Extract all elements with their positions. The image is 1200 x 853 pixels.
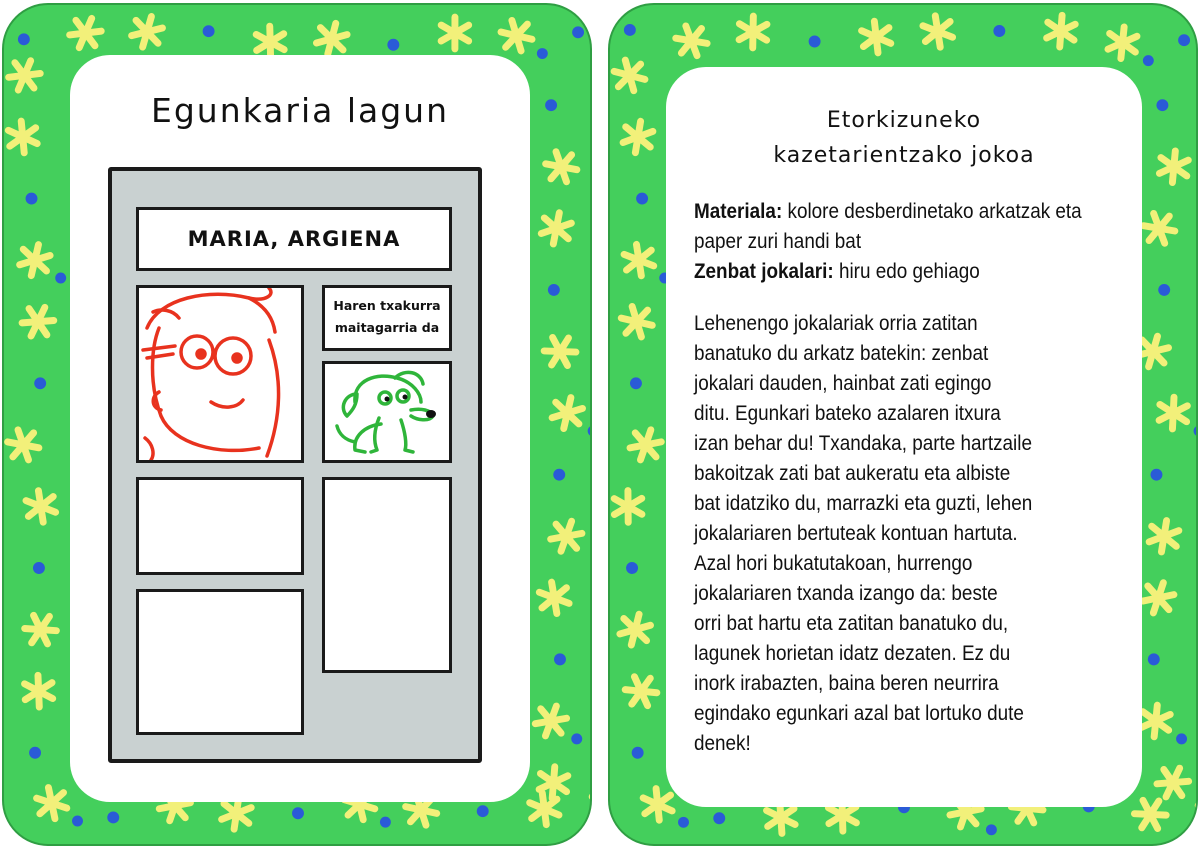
blue-dot <box>26 193 38 205</box>
blue-dot <box>993 25 1005 37</box>
yellow-star <box>21 488 61 525</box>
yellow-star <box>918 13 958 50</box>
blue-dot <box>1148 653 1160 665</box>
blue-dot <box>292 807 304 819</box>
blue-dot <box>632 747 644 759</box>
yellow-star <box>546 392 588 434</box>
yellow-star <box>546 515 588 557</box>
blue-dot <box>18 33 30 45</box>
blue-dot <box>809 36 821 48</box>
yellow-star <box>1134 800 1167 829</box>
blue-dot <box>1178 34 1190 46</box>
dog-drawing <box>325 364 449 460</box>
blue-dot <box>548 284 560 296</box>
yellow-star <box>14 239 56 281</box>
blue-dot <box>624 24 636 36</box>
blue-dot <box>572 26 584 38</box>
yellow-star <box>1152 393 1194 433</box>
card-front-panel <box>70 55 530 802</box>
blue-dot <box>1158 284 1170 296</box>
dog-drawing-panel <box>322 361 452 463</box>
yellow-star <box>611 58 649 93</box>
yellow-star <box>1102 22 1144 63</box>
empty-panel <box>136 589 304 735</box>
blue-dot <box>387 39 399 51</box>
yellow-star <box>5 428 41 461</box>
yellow-star <box>65 12 106 54</box>
blue-dot <box>1156 99 1168 111</box>
newspaper-illustration <box>108 167 482 763</box>
blue-dot <box>33 562 45 574</box>
blue-dot <box>678 817 689 828</box>
card-requirements <box>694 197 1090 287</box>
card-back-panel <box>666 67 1142 807</box>
blue-dot <box>588 425 590 436</box>
newspaper-caption: Haren txakurra maitagarria da <box>322 285 452 351</box>
yellow-star <box>32 785 71 821</box>
blue-dot <box>203 25 215 37</box>
players-text: hiru edo gehiago <box>838 260 980 283</box>
blue-dot <box>537 48 548 59</box>
blue-dot <box>554 653 566 665</box>
blue-dot <box>986 824 997 835</box>
yellow-star <box>674 25 710 57</box>
yellow-star <box>18 301 59 343</box>
yellow-star <box>1153 146 1195 187</box>
yellow-star <box>1152 762 1193 804</box>
yellow-star <box>618 305 655 339</box>
yellow-star <box>126 11 168 53</box>
yellow-star <box>543 150 579 183</box>
yellow-star <box>4 118 43 156</box>
yellow-star <box>535 208 577 250</box>
yellow-star <box>610 487 649 527</box>
yellow-star <box>617 116 659 157</box>
empty-panel <box>322 477 452 673</box>
yellow-star <box>624 676 658 706</box>
blue-dot <box>1151 469 1163 481</box>
yellow-star <box>625 424 667 466</box>
card-title-line-1: Etorkizuneko <box>826 108 982 133</box>
blue-dot <box>380 817 391 828</box>
game-instructions: Lehenengo jokalariak orria zatitan banatuko du arkatz batekin: zenbat jokalari dauden, hainbat zati egingo ditu. Egunkari bateko azalaren itxura izan behar du! Txandaka, parte hartzaile bakoitzak zati bat aukeratu eta albiste bat idatziko du, marrazki eta guzti, lehen jokalariaren bertuteak kontuan hartuta. Azal hori bukatutakoan, hurrengo jokalariaren txanda izango da: beste orri bat hartu eta zatitan banatuko du, lagunek horietan idatz dezaten. Ez du inork irabazten, baina beren neurrira egindako egunkari azal bat lortuko dute denek! <box>694 312 1033 755</box>
blue-dot <box>55 273 66 284</box>
yellow-star <box>535 579 574 616</box>
yellow-star <box>498 19 535 53</box>
yellow-star <box>585 785 590 825</box>
yellow-star <box>1191 794 1196 834</box>
blue-dot <box>636 193 648 205</box>
game-card-front <box>2 3 592 846</box>
card-title-line-2: kazetarientzako jokoa <box>773 143 1035 168</box>
blue-dot <box>571 733 582 744</box>
blue-dot <box>545 99 557 111</box>
blue-dot <box>1194 425 1196 436</box>
blue-dot <box>477 805 489 817</box>
yellow-star <box>1138 577 1180 619</box>
yellow-star <box>1040 11 1082 52</box>
materials-text: kolore desberdinetako arkatzak eta paper zuri handi bat <box>694 200 1082 253</box>
yellow-star <box>311 18 353 60</box>
players-label: Zenbat jokalari: <box>694 260 834 283</box>
face-drawing-panel <box>136 285 304 463</box>
game-card-back <box>608 3 1198 846</box>
yellow-star <box>524 790 564 828</box>
blue-dot <box>626 562 638 574</box>
blue-dot <box>1176 733 1187 744</box>
yellow-star <box>638 785 678 823</box>
yellow-star <box>530 700 571 742</box>
blue-dot <box>29 747 41 759</box>
yellow-star <box>4 54 45 96</box>
yellow-star <box>619 242 659 279</box>
blue-dot <box>72 816 83 827</box>
yellow-star <box>544 337 577 366</box>
card-title <box>666 103 1142 173</box>
yellow-star <box>24 615 58 645</box>
newspaper-headline: MARIA, ARGIENA <box>136 207 452 271</box>
yellow-star <box>732 12 773 52</box>
blue-dot <box>107 811 119 823</box>
card-title: Egunkaria lagun <box>151 91 449 130</box>
blue-dot <box>630 377 642 389</box>
yellow-star <box>18 672 59 711</box>
blue-dot <box>34 377 46 389</box>
empty-panel <box>136 477 304 575</box>
blue-dot <box>713 812 725 824</box>
blue-dot <box>1143 55 1154 66</box>
yellow-star <box>533 762 575 803</box>
yellow-star <box>1141 212 1177 244</box>
yellow-star <box>434 13 475 53</box>
yellow-star <box>614 609 656 651</box>
girl-face-drawing <box>139 288 301 460</box>
blue-dot <box>553 469 565 481</box>
materials-label: Materiala: <box>694 200 783 223</box>
yellow-star <box>1143 516 1185 557</box>
yellow-star <box>856 18 896 56</box>
